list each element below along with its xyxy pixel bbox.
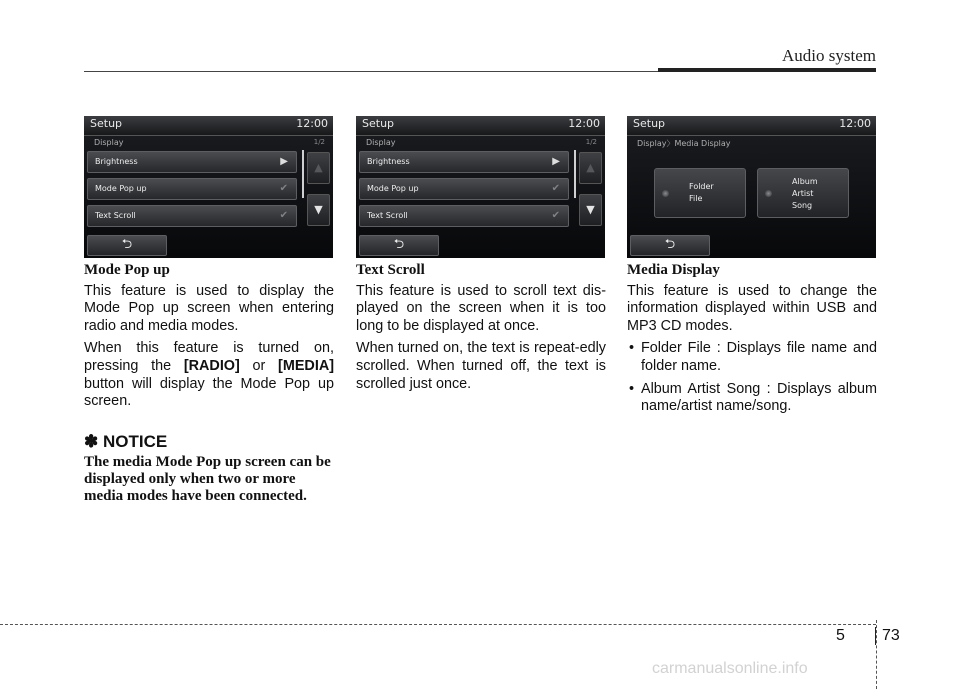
section-media-display <box>627 262 877 421</box>
scrollbar[interactable] <box>574 150 576 198</box>
media-key-label: [MEDIA] <box>278 357 335 374</box>
bullet-item: • Folder File : Displays file name and folder name. <box>627 340 877 375</box>
menu-item-label: Mode Pop up <box>95 184 147 193</box>
notice-body: The media Mode Pop up screen can be displayed only when two or more media modes have been connected. <box>84 454 331 505</box>
back-button[interactable] <box>630 235 710 256</box>
menu-item-mode-pop-up[interactable] <box>359 178 569 200</box>
scroll-up-button[interactable]: ▲ <box>307 152 330 184</box>
page-number: 73 <box>882 627 900 644</box>
screen-media-display <box>627 116 876 258</box>
option-folder-file-button[interactable] <box>654 168 746 218</box>
option-album-artist-song-button[interactable] <box>757 168 849 218</box>
watermark: carmanualsonline.info <box>652 660 808 677</box>
screen-display-setup-1 <box>84 116 333 258</box>
page-number-divider <box>875 627 876 645</box>
option-label: Folder File <box>689 182 714 203</box>
footer-rule <box>0 624 876 625</box>
menu-item-label: Brightness <box>95 157 138 166</box>
radio-key-label: [RADIO] <box>183 357 240 374</box>
screen-breadcrumb: Display〉Media Display <box>637 139 731 148</box>
paragraph: This feature is used to scroll text dis-played on the screen when it is too long to be displayed at once. <box>356 282 606 334</box>
menu-item-brightness[interactable] <box>359 151 569 173</box>
bullet-item: • Album Artist Song : Displays album name/artist name/song. <box>627 381 877 416</box>
screen-titlebar <box>356 116 605 136</box>
scroll-up-button[interactable]: ▲ <box>579 152 602 184</box>
section-mode-pop-up <box>84 262 334 505</box>
footer-crop-mark <box>876 620 877 689</box>
screen-titlebar <box>627 116 876 136</box>
menu-item-brightness[interactable] <box>87 151 297 173</box>
paragraph: This feature is used to display the Mode Pop up screen when entering radio and media modes. <box>84 282 334 334</box>
checkmark-icon: ✔ <box>279 183 288 194</box>
menu-item-mode-pop-up[interactable] <box>87 178 297 200</box>
screen-clock: 12:00 <box>839 117 871 130</box>
paragraph-text: or <box>252 357 266 374</box>
back-arrow-icon: ⮌ <box>121 237 133 252</box>
menu-item-text-scroll[interactable] <box>87 205 297 227</box>
paragraph-text: When this feature is turned on, pressing the <box>84 340 334 374</box>
page-section-number: 5 <box>836 627 845 644</box>
menu-item-label: Mode Pop up <box>367 184 419 193</box>
scroll-down-button[interactable]: ▼ <box>579 194 602 226</box>
screen-title: Setup <box>362 117 395 130</box>
scrollbar[interactable] <box>302 150 304 198</box>
paragraph <box>84 340 334 410</box>
header-rule-accent <box>658 68 876 72</box>
radio-indicator-icon <box>662 190 669 197</box>
screen-subtitle: Display <box>94 138 124 147</box>
screen-title: Setup <box>633 117 666 130</box>
menu-item-label: Text Scroll <box>95 211 136 220</box>
checkmark-icon: ✔ <box>279 210 288 221</box>
radio-indicator-icon <box>765 190 772 197</box>
screen-display-setup-2 <box>356 116 605 258</box>
scroll-down-button[interactable]: ▼ <box>307 194 330 226</box>
screen-clock: 12:00 <box>296 117 328 130</box>
section-heading: Text Scroll <box>356 262 425 278</box>
notice-heading: ✽ NOTICE <box>84 431 168 451</box>
paragraph: When turned on, the text is repeat-edly scrolled. When turned off, the text is scrolled just once. <box>356 340 606 392</box>
back-button[interactable] <box>87 235 167 256</box>
header-title: Audio system <box>782 46 876 65</box>
checkmark-icon: ✔ <box>551 210 560 221</box>
back-arrow-icon: ⮌ <box>664 237 676 252</box>
menu-item-label: Text Scroll <box>367 211 408 220</box>
section-text-scroll <box>356 262 606 398</box>
menu-item-text-scroll[interactable] <box>359 205 569 227</box>
paragraph: This feature is used to change the information displayed within USB and MP3 CD modes. <box>627 282 877 334</box>
screen-page-indicator: 1/2 <box>313 138 325 146</box>
screen-clock: 12:00 <box>568 117 600 130</box>
back-arrow-icon: ⮌ <box>393 237 405 252</box>
screen-page-indicator: 1/2 <box>585 138 597 146</box>
menu-item-label: Brightness <box>367 157 410 166</box>
play-arrow-icon: ▶ <box>552 156 560 167</box>
screen-title: Setup <box>90 117 123 130</box>
option-label: Album Artist Song <box>792 177 818 210</box>
screen-titlebar <box>84 116 333 136</box>
header-rule <box>84 71 658 72</box>
checkmark-icon: ✔ <box>551 183 560 194</box>
section-heading: Media Display <box>627 262 720 278</box>
section-heading: Mode Pop up <box>84 262 170 278</box>
paragraph-text: button will display the Mode Pop up screen. <box>84 375 334 410</box>
screen-subtitle: Display <box>366 138 396 147</box>
play-arrow-icon: ▶ <box>280 156 288 167</box>
back-button[interactable] <box>359 235 439 256</box>
